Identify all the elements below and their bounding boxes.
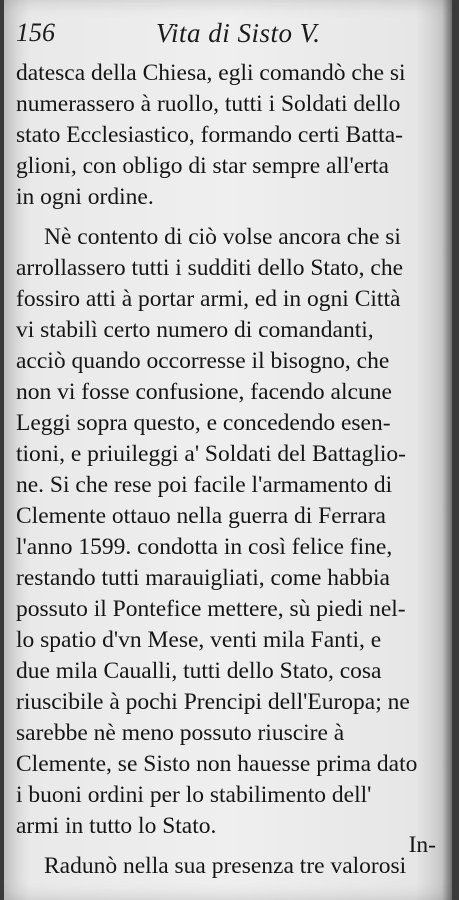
text-line: tioni, e priuileggi a' Soldati del Battaglio- — [16, 441, 406, 467]
text-line: Radunò nella sua presenza tre valorosi — [44, 853, 407, 879]
page-edge-shadow — [442, 0, 452, 900]
text-line: ne. Si che rese poi facile l'armamento di — [16, 472, 393, 498]
text-line: armi in tutto lo Stato. — [16, 813, 217, 839]
text-line: Leggi sopra questo, e concedendo esen- — [16, 410, 391, 436]
text-line: acciò quando occorresse il bisogno, che — [16, 348, 390, 374]
text-line: Clemente ottauo nella guerra di Ferrara — [16, 503, 386, 529]
text-line: non vi fosse confusione, facendo alcune — [16, 379, 392, 405]
page-number: 156 — [16, 18, 55, 47]
text-line: riuscibile à pochi Prencipi dell'Europa; ne — [16, 689, 410, 715]
text-line: sarebbe nè meno possuto riuscire à — [16, 720, 345, 746]
catchword: In- — [408, 832, 436, 858]
text-line: due mila Caualli, tutti dello Stato, cosa — [16, 658, 382, 684]
text-line: i buoni ordini per lo stabilimento dell' — [16, 782, 372, 808]
text-line: datesca della Chiesa, egli comandò che si — [16, 60, 406, 86]
text-line: fossiro atti à portar armi, ed in ogni Città — [16, 286, 401, 312]
page-header — [16, 18, 436, 58]
running-title: Vita di Sisto V. — [156, 18, 321, 48]
text-line: in ogni ordine. — [16, 184, 154, 210]
book-page — [4, 0, 452, 900]
text-line: Nè contento di ciò volse ancora che si — [44, 224, 401, 250]
text-line: glioni, con obligo di star sempre all'erta — [16, 153, 389, 179]
text-line: lo spatio d'vn Mese, venti mila Fanti, e — [16, 627, 382, 653]
text-line: possuto il Pontefice mettere, sù piedi nel- — [16, 596, 406, 622]
text-line: vi stabilì certo numero di comandanti, — [16, 317, 374, 343]
paragraph-gap — [16, 213, 434, 222]
text-line: numerassero à ruollo, tutti i Soldati dello — [16, 91, 401, 117]
body-text — [16, 58, 434, 882]
text-line: l'anno 1599. condotta in così felice fine, — [16, 534, 393, 560]
text-line: stato Ecclesiastico, formando certi Batta- — [16, 122, 403, 148]
text-line: restando tutti marauigliati, come habbia — [16, 565, 390, 591]
paragraph-gap — [16, 842, 434, 851]
text-line: Clemente, se Sisto non hauesse prima dato — [16, 751, 418, 777]
text-line: arrollassero tutti i sudditi dello Stato, che — [16, 255, 404, 281]
